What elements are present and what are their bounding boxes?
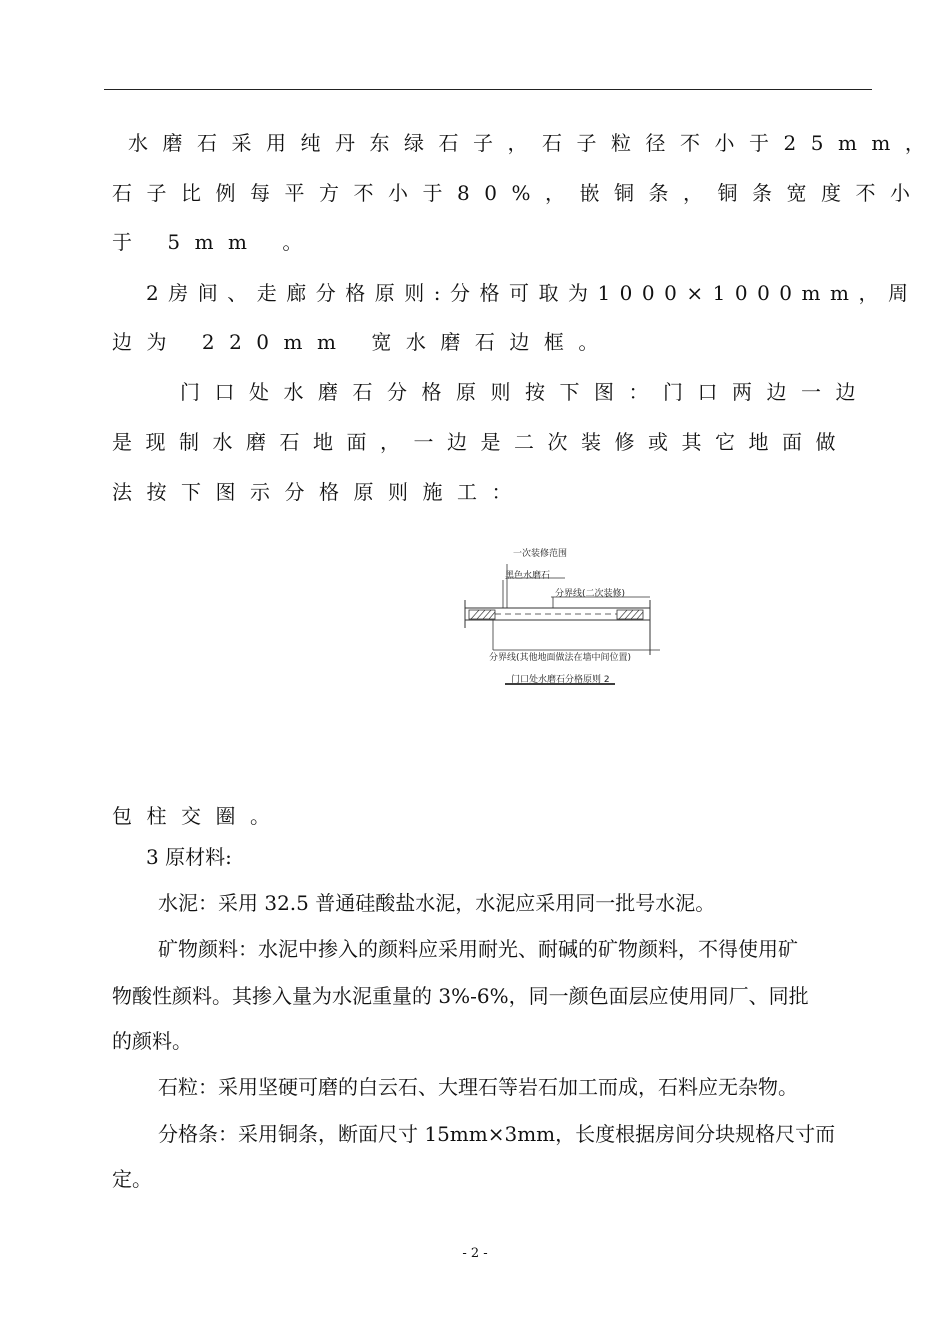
paragraph-line: 门口处水磨石分格原则按下图：门口两边一边 xyxy=(180,380,870,404)
paragraph-line: 边为 220mm 宽水磨石边框。 xyxy=(112,330,613,354)
paragraph-line: 的颜料。 xyxy=(112,1029,192,1053)
paragraph-line: 定。 xyxy=(112,1167,152,1191)
label-scope: 一次装修范围 xyxy=(513,549,568,559)
paragraph-line: 于 5mm 。 xyxy=(112,230,317,254)
paragraph-line: 分格条：采用铜条，断面尺寸 15mm×3mm，长度根据房间分块规格尺寸而 xyxy=(158,1122,836,1146)
label-divider-wall: 分界线(其他地面做法在墙中间位置) xyxy=(489,653,632,663)
paragraph-line: 水磨石采用纯丹东绿石子，石子粒径不小于25mm， xyxy=(128,131,940,155)
header-rule xyxy=(104,89,872,90)
paragraph-line: 水泥：采用 32.5 普通硅酸盐水泥，水泥应采用同一批号水泥。 xyxy=(158,891,716,915)
page-number: - 2 - xyxy=(462,1246,488,1261)
paragraph-line: 包柱交圈。 xyxy=(112,804,285,828)
label-divider-secondary: 分界线(二次装修) xyxy=(555,589,626,599)
paragraph-line: 法按下图示分格原则施工： xyxy=(112,480,526,504)
paragraph-line: 是现制水磨石地面，一边是二次装修或其它地面做 xyxy=(112,430,849,454)
paragraph-line: 石子比例每平方不小于80%，嵌铜条，铜条宽度不小 xyxy=(112,181,925,205)
paragraph-line: 石粒：采用坚硬可磨的白云石、大理石等岩石加工而成，石料应无杂物。 xyxy=(158,1075,798,1099)
threshold-diagram xyxy=(455,540,685,700)
paragraph-line: 物酸性颜料。其掺入量为水泥重量的 3%-6%，同一颜色面层应使用同厂、同批 xyxy=(112,984,809,1008)
section-heading: 3 原材料: xyxy=(146,845,232,869)
diagram-caption: 门口处水磨石分格原则 2 xyxy=(511,675,610,685)
label-black-terrazzo: 黑色水磨石 xyxy=(505,571,551,581)
paragraph-line: 2房间、走廊分格原则:分格可取为1000×1000mm，周 xyxy=(146,281,918,305)
paragraph-line: 矿物颜料：水泥中掺入的颜料应采用耐光、耐碱的矿物颜料，不得使用矿 xyxy=(158,937,798,961)
